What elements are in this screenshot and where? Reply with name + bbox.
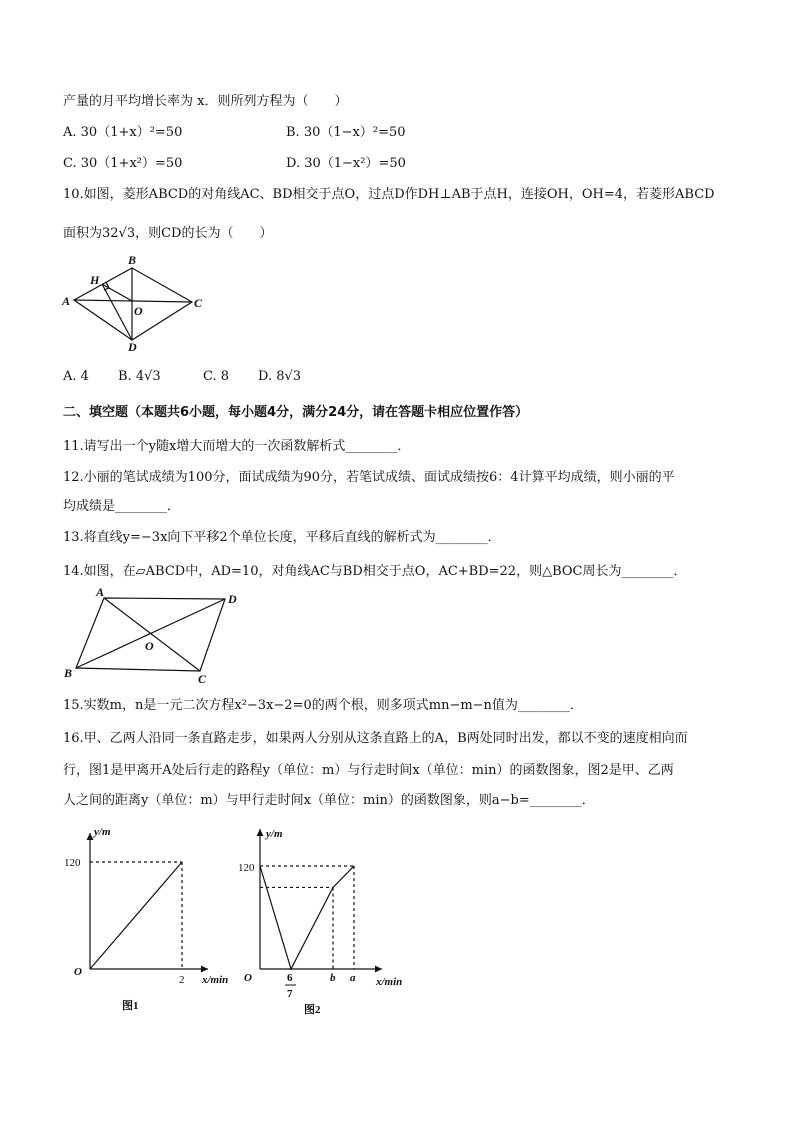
fig1-caption: 图1: [122, 1000, 139, 1012]
q9-option-a: A. 30（1+x）²=50: [63, 125, 183, 140]
fig2-series-line: [260, 866, 354, 969]
label-c: C: [194, 296, 203, 310]
fig1-x-tick-2: 2: [179, 974, 185, 986]
q11: 11.请写出一个y随x增大而增大的一次函数解析式________．: [63, 439, 411, 454]
label-o: O: [145, 639, 154, 653]
q16-line1: 16.甲、乙两人沿同一条直路走步，如果两人分别从这条直路上的A，B两处同时出发，都以不变的速度相向而: [63, 731, 688, 746]
q10-option-c: C. 8: [203, 369, 230, 384]
q9-stem: 产量的月平均增长率为 x．则所列方程为（ ）: [63, 94, 348, 109]
fig2-x-tick-denominator: 7: [287, 988, 293, 1000]
q9-option-c: C. 30（1+x²）=50: [63, 156, 183, 171]
label-b: B: [64, 666, 73, 680]
label-b: B: [128, 253, 137, 267]
label-h: H: [90, 273, 100, 287]
section2-heading: 二、填空题（本题共6小题，每小题4分，满分24分，请在答题卡相应位置作答）: [63, 405, 529, 420]
fig2-x-tick-numerator: 6: [287, 972, 293, 984]
q9-option-b: B. 30（1−x）²=50: [286, 125, 406, 140]
fig2-origin: O: [244, 972, 252, 984]
fig2-x-tick-a: a: [350, 972, 356, 984]
fig1-series-line: [90, 862, 182, 969]
q16-line3: 人之间的距离y（单位：m）与甲行走时间x（单位：min）的函数图象，则a−b=________．: [63, 793, 595, 808]
q10-stem-line1: 10.如图，菱形ABCD的对角线AC、BD相交于点O，过点D作DH⊥AB于点H，连接OH，OH=4，若菱形ABCD: [63, 187, 715, 202]
fig1-y-tick-120: 120: [64, 857, 81, 869]
q10-option-b: B. 4√3: [118, 369, 161, 384]
diagonal-ac: [74, 300, 192, 302]
fig1-xlabel: x/min: [202, 974, 229, 986]
q10-option-a: A. 4: [63, 369, 89, 384]
label-a: A: [96, 585, 105, 599]
label-o: O: [134, 304, 143, 318]
label-d: D: [128, 340, 137, 352]
q10-stem-line2: 面积为32√3，则CD的长为（ ）: [63, 226, 273, 241]
diagonal-bd: [76, 599, 225, 668]
fig1-chart: [60, 825, 230, 1015]
q14-parallelogram-figure: [60, 585, 250, 685]
fig1-ylabel: y/m: [94, 826, 111, 838]
diagonal-ac: [104, 598, 200, 671]
q12-line1: 12.小丽的笔试成绩为100分，面试成绩为90分，若笔试成绩、面试成绩按6：4计算平均成绩，则小丽的平: [63, 470, 675, 485]
fig2-x-tick-b: b: [330, 972, 336, 984]
fig2-caption: 图2: [304, 1004, 321, 1016]
q15: 15.实数m，n是一元二次方程x²−3x−2=0的两个根，则多项式mn−m−n值为________．: [63, 698, 583, 713]
q16-line2: 行，图1是甲离开A处后行走的路程y（单位：m）与行走时间x（单位：min）的函数图象，图2是甲、乙两: [63, 763, 674, 778]
q13: 13.将直线y=−3x向下平移2个单位长度，平移后直线的解析式为________．: [63, 530, 501, 545]
q10-rhombus-figure: [60, 252, 220, 352]
fig2-chart: [236, 825, 416, 1020]
label-d: D: [228, 592, 237, 606]
fig2-ylabel: y/m: [266, 828, 283, 840]
fig2-y-tick-120: 120: [238, 862, 255, 874]
q10-option-d: D. 8√3: [258, 369, 302, 384]
fig2-xlabel: x/min: [376, 976, 403, 988]
q12-line2: 均成绩是________．: [63, 499, 181, 514]
q14-stem: 14.如图，在▱ABCD中，AD=10，对角线AC与BD相交于点O，AC+BD=22，则△BOC周长为________．: [63, 564, 687, 579]
label-a: A: [62, 294, 71, 308]
fig1-origin: O: [74, 966, 82, 978]
label-c: C: [198, 672, 207, 685]
q9-option-d: D. 30（1−x²）=50: [286, 156, 406, 171]
